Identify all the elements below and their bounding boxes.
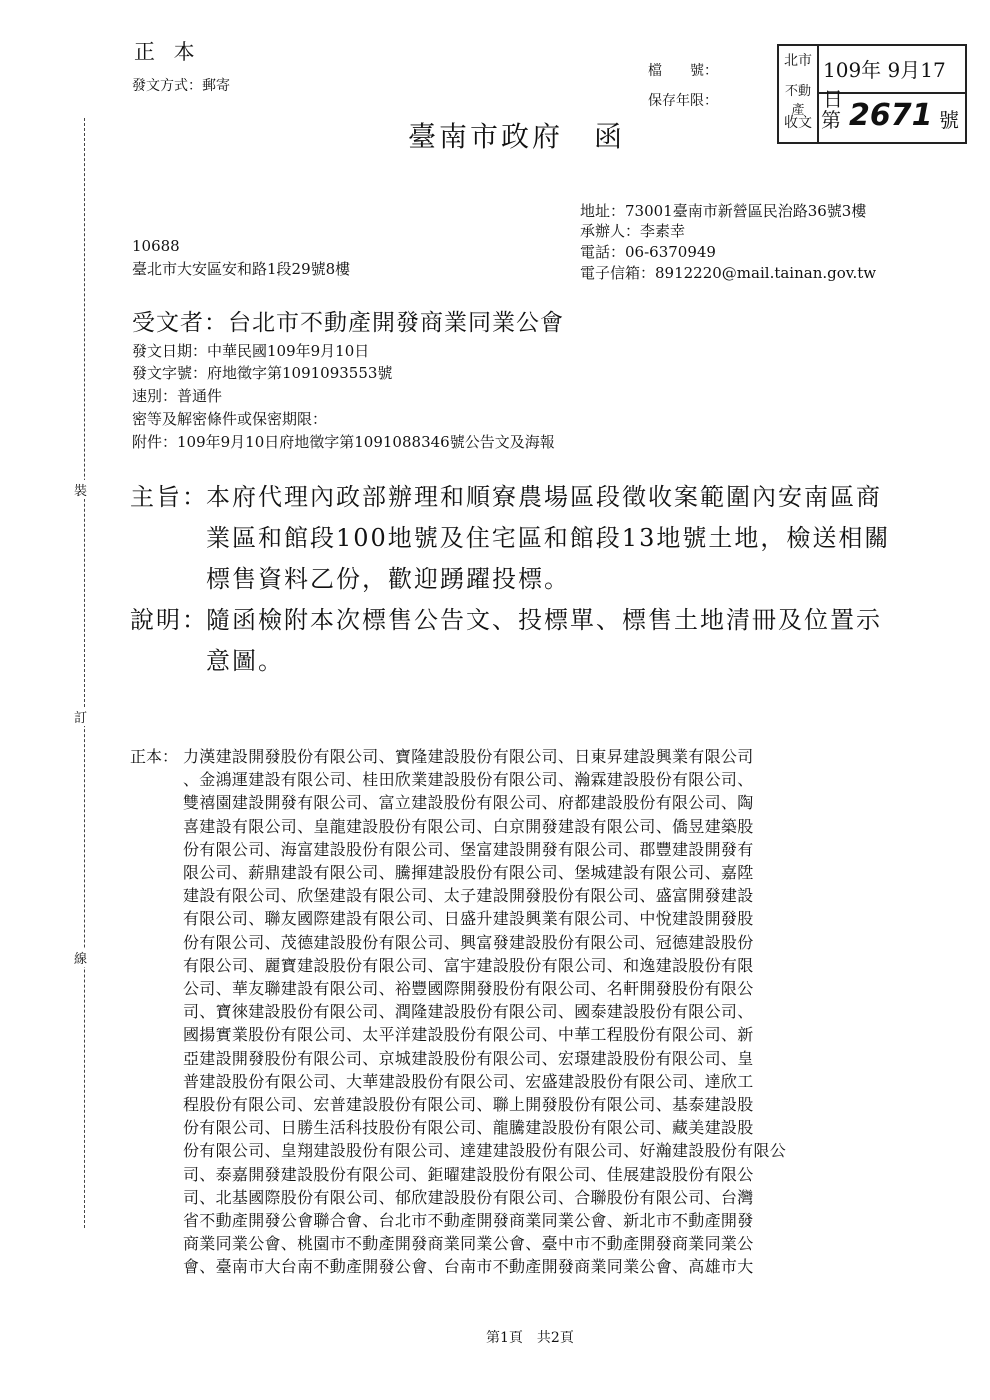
retention-label: 保存年限： xyxy=(648,93,718,109)
copy-recipient-line: 份有限公司、茂德建設股份有限公司、興富發建設股份有限公司、冠德建設股份 xyxy=(183,932,754,952)
copy-recipient-line: 喜建設有限公司、皇龍建設股份有限公司、白京開發建設有限公司、僑昱建築股 xyxy=(183,816,754,836)
copy-recipient-line: 建設有限公司、欣堡建設有限公司、太子建設開發股份有限公司、盛富開發建設 xyxy=(183,886,754,906)
copy-recipient-line: 、金鴻運建設有限公司、桂田欣業建設股份有限公司、瀚霖建設股份有限公司、 xyxy=(183,770,754,790)
sender-email: 電子信箱：8912220@mail.tainan.gov.tw xyxy=(580,264,877,282)
recipient-postal-code: 10688 xyxy=(132,237,180,255)
copy-recipient-line: 限公司、薪鼎建設有限公司、騰揮建設股份有限公司、堡城建設有限公司、嘉陞 xyxy=(183,863,754,882)
copy-recipient-line: 程股份有限公司、宏普建設股份有限公司、聯上開發股份有限公司、基泰建設股 xyxy=(183,1095,754,1114)
copy-recipient-line: 司、泰嘉開發建設股份有限公司、鉅曜建設股份有限公司、佳展建設股份有限公 xyxy=(183,1164,754,1184)
document-title: 臺南市政府 函 xyxy=(408,120,626,153)
copy-recipient-line: 商業同業公會、桃園市不動產開發商業同業公會、臺中市不動產開發商業同業公 xyxy=(183,1234,754,1254)
subject-line: 業區和館段100地號及住宅區和館段13地號土地，檢送相關 xyxy=(206,524,891,552)
subject-label: 主旨： xyxy=(130,483,208,511)
copy-recipient-line: 國揚實業股份有限公司、太平洋建設股份有限公司、中華工程股份有限公司、新 xyxy=(183,1025,754,1045)
copy-recipient-line: 普建設股份有限公司、大華建設股份有限公司、宏盛建設股份有限公司、達欣工 xyxy=(183,1071,754,1091)
stamp-org-line1: 北市 xyxy=(784,53,812,69)
stamp-org-line2: 不動產 xyxy=(784,84,811,118)
copy-recipient-line: 亞建設開發股份有限公司、京城建設股份有限公司、宏璟建設股份有限公司、皇 xyxy=(183,1048,754,1068)
receipt-stamp xyxy=(777,44,967,144)
explanation-line: 意圖。 xyxy=(206,647,284,675)
copy-recipient-line: 有限公司、聯友國際建設有限公司、日盛升建設興業有限公司、中悅建設開發股 xyxy=(183,909,754,929)
copy-recipient-line: 司、寶徠建設股份有限公司、潤隆建設股份有限公司、國泰建設股份有限公司、 xyxy=(183,1002,754,1022)
send-method: 發文方式：郵寄 xyxy=(132,78,230,94)
copy-recipient-line: 會、臺南市大台南不動產開發公會、台南市不動產開發商業同業公會、高雄市大 xyxy=(183,1257,754,1277)
binding-mark: 裝 xyxy=(74,480,87,499)
doc-number: 發文字號：府地徵字第1091093553號 xyxy=(132,364,393,382)
stamp-number-suffix: 號 xyxy=(939,108,959,132)
page-footer: 第1頁 共2頁 xyxy=(486,1330,574,1346)
binding-mark: 線 xyxy=(74,948,87,967)
copy-recipient-line: 省不動產開發公會聯合會、台北市不動產開發商業同業公會、新北市不動產開發 xyxy=(183,1211,754,1230)
explanation-line: 隨函檢附本次標售公告文、投標單、標售土地清冊及位置示 xyxy=(206,606,882,634)
copy-recipient-line: 雙禧園建設開發有限公司、富立建設股份有限公司、府都建設股份有限公司、陶 xyxy=(183,793,754,813)
copy-recipient-line: 份有限公司、日勝生活科技股份有限公司、龍騰建設股份有限公司、藏美建設股 xyxy=(183,1118,754,1138)
doc-speed: 速別：普通件 xyxy=(132,387,223,405)
sender-phone: 電話：06-6370949 xyxy=(580,243,716,261)
sender-handler: 承辦人：李素幸 xyxy=(580,222,686,240)
recipient: 受文者：台北市不動產開發商業同業公會 xyxy=(132,310,564,336)
explanation-label: 說明： xyxy=(130,606,208,634)
recipient-address: 臺北市大安區安和路1段29號8樓 xyxy=(132,260,351,278)
stamp-date: 109年 9月17日 xyxy=(823,58,946,111)
subject-line: 本府代理內政部辦理和順寮農場區段徵收案範圍內安南區商 xyxy=(206,483,882,511)
doc-attachment: 附件：109年9月10日府地徵字第1091088346號公告文及海報 xyxy=(132,433,555,451)
copy-recipient-line: 司、北基國際股份有限公司、郁欣建設股份有限公司、合聯股份有限公司、台灣 xyxy=(183,1187,754,1207)
copy-recipient-line: 份有限公司、皇翔建設股份有限公司、達建建設股份有限公司、好瀚建設股份有限公 xyxy=(183,1141,787,1161)
binding-mark: 訂 xyxy=(74,707,87,726)
copies-label: 正本： xyxy=(130,747,179,766)
copy-recipient-line: 公司、華友聯建設有限公司、裕豐國際開發股份有限公司、名軒開發股份有限公 xyxy=(183,979,754,998)
stamp-number-prefix: 第 xyxy=(821,108,841,132)
copy-recipient-line: 份有限公司、海富建設股份有限公司、堡富建設開發有限公司、郡豐建設開發有 xyxy=(183,839,754,859)
binding-line xyxy=(84,118,85,1228)
stamp-number: 2671 xyxy=(849,98,933,133)
subject-line: 標售資料乙份，歡迎踴躍投標。 xyxy=(206,565,570,593)
copy-recipient-line: 有限公司、麗寶建設股份有限公司、富宇建設股份有限公司、和逸建設股份有限 xyxy=(183,955,754,975)
file-number-label: 檔 號： xyxy=(648,63,718,79)
copy-type: 正 本 xyxy=(134,40,201,64)
sender-address: 地址：73001臺南市新營區民治路36號3樓 xyxy=(580,202,867,220)
doc-date: 發文日期：中華民國109年9月10日 xyxy=(132,342,370,360)
copy-recipient-line: 力漢建設開發股份有限公司、寶隆建設股份有限公司、日東昇建設興業有限公司 xyxy=(183,747,754,766)
doc-secrecy: 密等及解密條件或保密期限： xyxy=(132,410,328,428)
stamp-org-line3: 收文 xyxy=(784,115,812,131)
